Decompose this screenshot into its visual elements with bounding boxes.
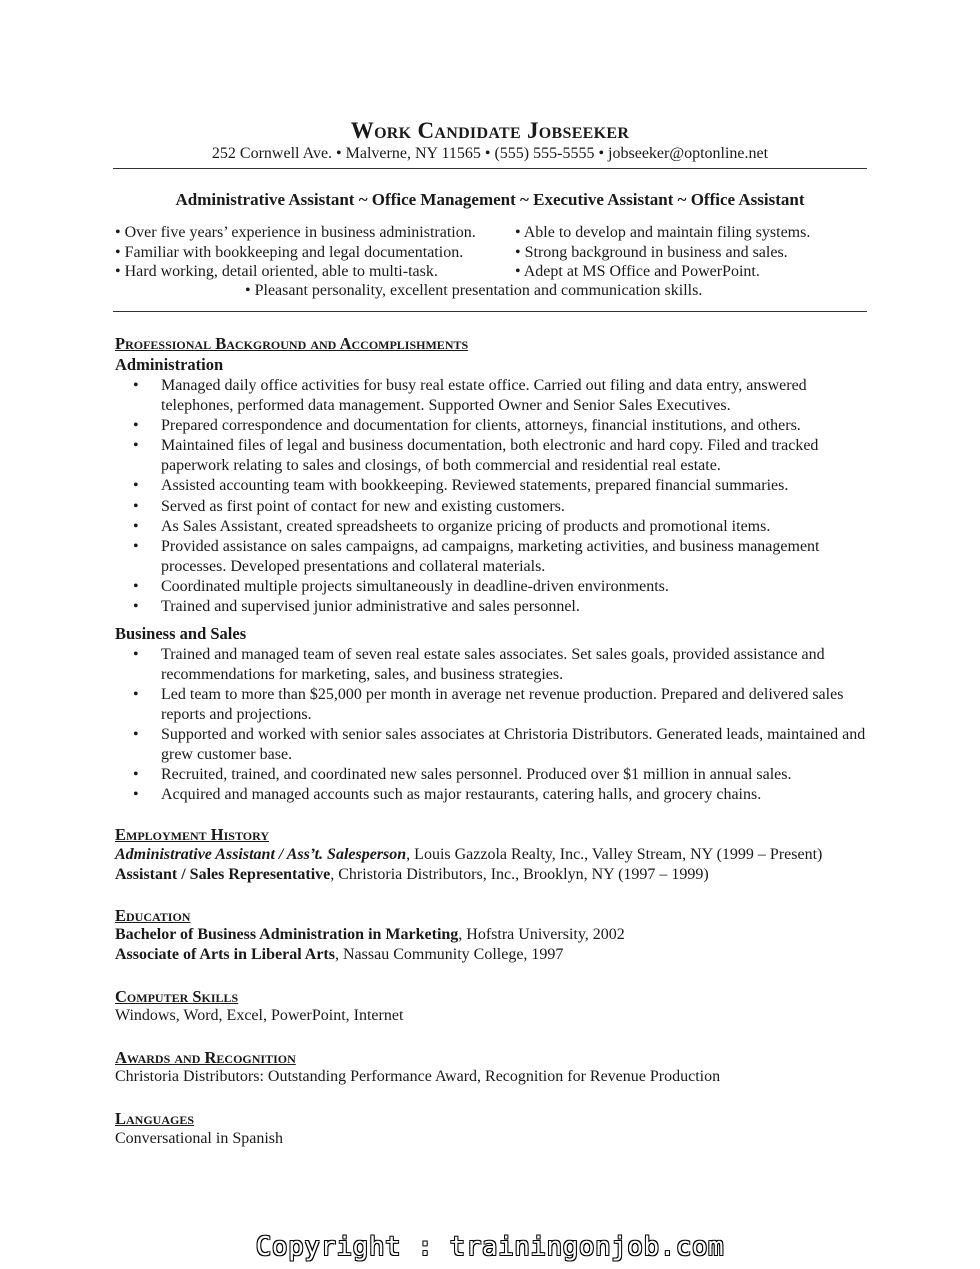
bullet-glyph: • xyxy=(133,417,139,434)
list-item: • Managed daily office activities for busy real estate office. Carried out filing and data entry, answered telephones, performed data management. Supported Owner and Senior Sales Executives. xyxy=(133,377,807,414)
business-sales-heading: Business and Sales xyxy=(115,624,247,643)
contact-line: 252 Cornwell Ave. • Malverne, NY 11565 • (555) 555-5555 • jobseeker@optonline.net xyxy=(211,145,769,162)
summary-item: • Familiar with bookkeeping and legal documentation. xyxy=(115,243,464,261)
bullet-glyph: • xyxy=(133,377,139,394)
candidate-name: Work Candidate Jobseeker xyxy=(350,118,630,143)
education-entry: Bachelor of Business Administration in Marketing, Hofstra University, 2002 xyxy=(115,926,625,943)
header-divider xyxy=(113,168,867,169)
summary-divider xyxy=(113,311,867,312)
list-item: • Provided assistance on sales campaigns, ad campaigns, marketing activities, and business management processes. Developed presentations and collateral materials. xyxy=(133,538,820,575)
education-entry: Associate of Arts in Liberal Arts, Nassau Community College, 1997 xyxy=(115,946,564,963)
summary-item: • Able to develop and maintain filing systems. xyxy=(515,224,811,241)
administration-heading: Administration xyxy=(115,355,224,374)
awards-heading: Awards and Recognition xyxy=(115,1048,296,1067)
summary-item: • Hard working, detail oriented, able to multi-task. xyxy=(115,263,438,281)
languages-heading: Languages xyxy=(115,1109,195,1128)
copyright-watermark: Copyright : trainingonjob.com xyxy=(255,1232,725,1262)
bullet-glyph: • xyxy=(133,477,139,495)
employment-heading: Employment History xyxy=(115,825,269,844)
bullet-glyph: • xyxy=(133,646,139,663)
bullet-glyph: • xyxy=(133,726,139,743)
bullet-glyph: • xyxy=(133,766,139,783)
list-item: • Supported and worked with senior sales associates at Christoria Distributors. Generated leads, maintained and grew customer base. xyxy=(133,726,866,763)
bullet-glyph: • xyxy=(133,517,139,535)
skills-heading: Computer Skills xyxy=(115,987,239,1006)
awards-text: Christoria Distributors: Outstanding Performance Award, Recognition for Revenue Production xyxy=(115,1068,721,1085)
skills-text: Windows, Word, Excel, PowerPoint, Internet xyxy=(115,1007,404,1024)
bullet-glyph: • xyxy=(133,497,139,515)
list-item: • Trained and supervised junior administrative and sales personnel. xyxy=(133,598,580,616)
employment-entry: Administrative Assistant / Ass’t. Salesperson, Louis Gazzola Realty, Inc., Valley Stream, NY (1999 – Present) xyxy=(115,846,823,863)
employment-entry: Assistant / Sales Representative, Christoria Distributors, Inc., Brooklyn, NY (1997 – 1999) xyxy=(115,866,709,883)
bullet-glyph: • xyxy=(133,686,139,703)
summary-left-column xyxy=(115,223,476,282)
list-item: • Served as first point of contact for new and existing customers. xyxy=(133,497,565,515)
education-heading: Education xyxy=(115,906,191,925)
business-sales-list xyxy=(115,645,875,806)
list-item: • Coordinated multiple projects simultaneously in deadline-driven environments. xyxy=(133,578,669,596)
objective-line: Administrative Assistant ~ Office Management ~ Executive Assistant ~ Office Assistant xyxy=(175,190,805,209)
summary-item: • Strong background in business and sales. xyxy=(515,243,788,261)
summary-item: • Over five years’ experience in business administration. xyxy=(115,224,476,241)
list-item: • Assisted accounting team with bookkeeping. Reviewed statements, prepared financial summaries. xyxy=(133,477,789,495)
bullet-glyph: • xyxy=(133,598,139,616)
list-item: • Prepared correspondence and documentation for clients, attorneys, financial institutions, and others. xyxy=(133,417,801,434)
languages-text: Conversational in Spanish xyxy=(115,1130,283,1147)
list-item: • As Sales Assistant, created spreadsheets to organize pricing of products and promotional items. xyxy=(133,517,771,535)
bullet-glyph: • xyxy=(133,578,139,596)
list-item: • Led team to more than $25,000 per month in average net revenue production. Prepared and delivered sales reports and projections. xyxy=(133,686,844,723)
bullet-glyph: • xyxy=(133,538,139,556)
list-item: • Recruited, trained, and coordinated new sales personnel. Produced over $1 million in annual sales. xyxy=(133,766,792,783)
summary-item: • Pleasant personality, excellent presentation and communication skills. xyxy=(245,282,703,299)
list-item: • Acquired and managed accounts such as major restaurants, catering halls, and grocery chains. xyxy=(133,786,762,804)
administration-list xyxy=(115,376,875,618)
bullet-glyph: • xyxy=(133,786,139,804)
bullet-glyph: • xyxy=(133,437,139,455)
list-item: • Maintained files of legal and business documentation, both electronic and hard copy. Filed and tracked paperwork relating to sales and closings, of both commercial and residential real estate. xyxy=(133,437,819,474)
professional-heading: Professional Background and Accomplishments xyxy=(115,334,469,353)
list-item: • Trained and managed team of seven real estate sales associates. Set sales goals, provided assistance and recommendations for marketing, sales, and business strategies. xyxy=(133,646,825,683)
summary-item: • Adept at MS Office and PowerPoint. xyxy=(515,263,760,281)
summary-right-column xyxy=(515,223,810,282)
